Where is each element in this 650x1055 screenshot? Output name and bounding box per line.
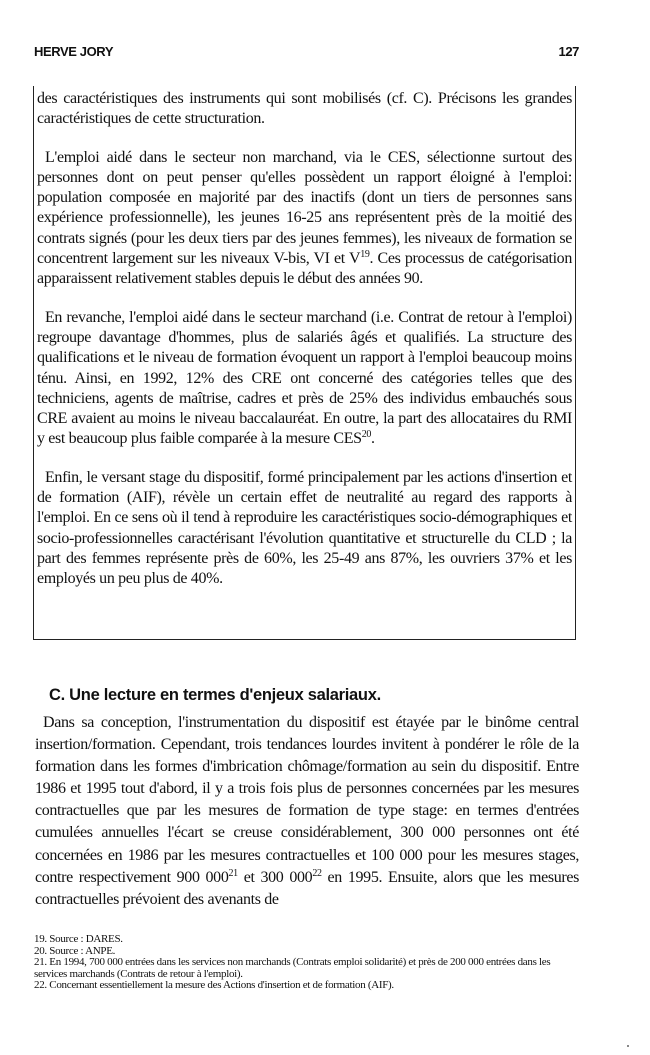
running-header <box>34 44 579 60</box>
footnote-ref-19: 19 <box>360 249 370 261</box>
box-paragraph-3 <box>37 308 572 450</box>
paragraph-text: Dans sa conception, l'instrumentation du dispositif est étayée par le binôme central insertion/formation. Cependant, trois tendances lourdes invitent à pondérer le rôle de la formation dans les formes d'imbrication chômage/formation au sein du dispositif. Entre 1986 et 1995 tout d'abord, il y a trois fois plus de personnes concernées par les mesures contractuelles que par les mesures de formation de type stage: en termes d'entrées cumulées annuelles l'écart se creuse considérablement, 300 000 personnes ont été concernées en 1986 par les mesures contractuelles et 100 000 pour les mesures stages, contre respectivement 900 000 <box>35 714 579 886</box>
box-paragraph-1: des caractéristiques des instruments qui sont mobilisés (cf. C). Précisons les grandes caractéristiques de cette structuration. <box>37 90 572 128</box>
box-paragraph-4: Enfin, le versant stage du dispositif, formé principalement par les actions d'insertion et de formation (AIF), révèle un certain effet de neutralité au regard des rapports à l'emploi. En ce sens où il tend à reproduire les caractéristiques socio-démographiques et socio-professionnelles caractérisant l'évolution quantitative et structurelle du CLD ; la part des femmes représente près de 60%, les 25-49 ans 87%, les ouvriers 37% et les employés un peu plus de 40%. <box>37 468 572 588</box>
paragraph-text: et 300 000 <box>237 868 313 886</box>
page-number: 127 <box>558 44 579 59</box>
footnote-22: 22. Concernant essentiellement la mesure des Actions d'insertion et de formation (AIF). <box>34 979 394 992</box>
footnote-20: 20. Source : ANPE. <box>34 944 116 957</box>
body-paragraph <box>35 712 579 911</box>
footnote-ref-20: 20 <box>361 429 372 441</box>
section-heading: C. Une lecture en termes d'enjeux salariaux. <box>49 686 381 704</box>
framed-text-box <box>33 86 576 640</box>
paragraph-text: . Ces processus de catégorisation apparaissent relativement stables depuis le début des années 90. <box>37 250 572 288</box>
author-name: HERVE JORY <box>34 44 114 59</box>
box-paragraph-2 <box>37 148 572 290</box>
scan-artifact <box>627 1045 629 1047</box>
footnotes <box>34 934 579 992</box>
footnote-ref-21: 21 <box>228 867 238 879</box>
footnote-19: 19. Source : DARES. <box>34 933 123 945</box>
footnote-ref-22: 22 <box>312 867 322 879</box>
paragraph-text: En revanche, l'emploi aidé dans le secteur marchand (i.e. Contrat de retour à l'emploi) regroupe davantage d'hommes, plus de salariés âgés et qualifiés. La structure des qualifications et le niveau de formation évoquent un rapport à l'emploi beaucoup moins ténu. Ainsi, en 1992, 12% des CRE ont concerné des catégories telles que des techniciens, agents de maîtrise, cadres et près de 25% des individus embauchés sous CRE avaient au moins le niveau baccalauréat. En outre, la part des allocataires du RMI y est beaucoup plus faible comparée à la mesure CES <box>37 308 572 448</box>
footnote-21: 21. En 1994, 700 000 entrées dans les services non marchands (Contrats emploi solidarité) et près de 200 000 entrées dans les services marchands (Contrats de retour à l'emploi). <box>34 956 551 980</box>
paragraph-text: en 1995. Ensuite, alors que les mesures contractuelles prévoient des avenants de <box>35 868 580 908</box>
paragraph-text: L'emploi aidé dans le secteur non marchand, via le CES, sélectionne surtout des personnes dont on peut penser qu'elles possèdent un rapport éloigné à l'emploi: population composée en majorité par des inactifs (dont un tiers de personnes sans expérience professionnelle), les jeunes 16-25 ans représentent près de la moitié des contrats signés (pour les deux tiers par des jeunes femmes), les niveaux de formation se concentrent largement sur les niveaux V-bis, VI et V <box>37 148 572 268</box>
paragraph-text: . <box>371 430 375 448</box>
